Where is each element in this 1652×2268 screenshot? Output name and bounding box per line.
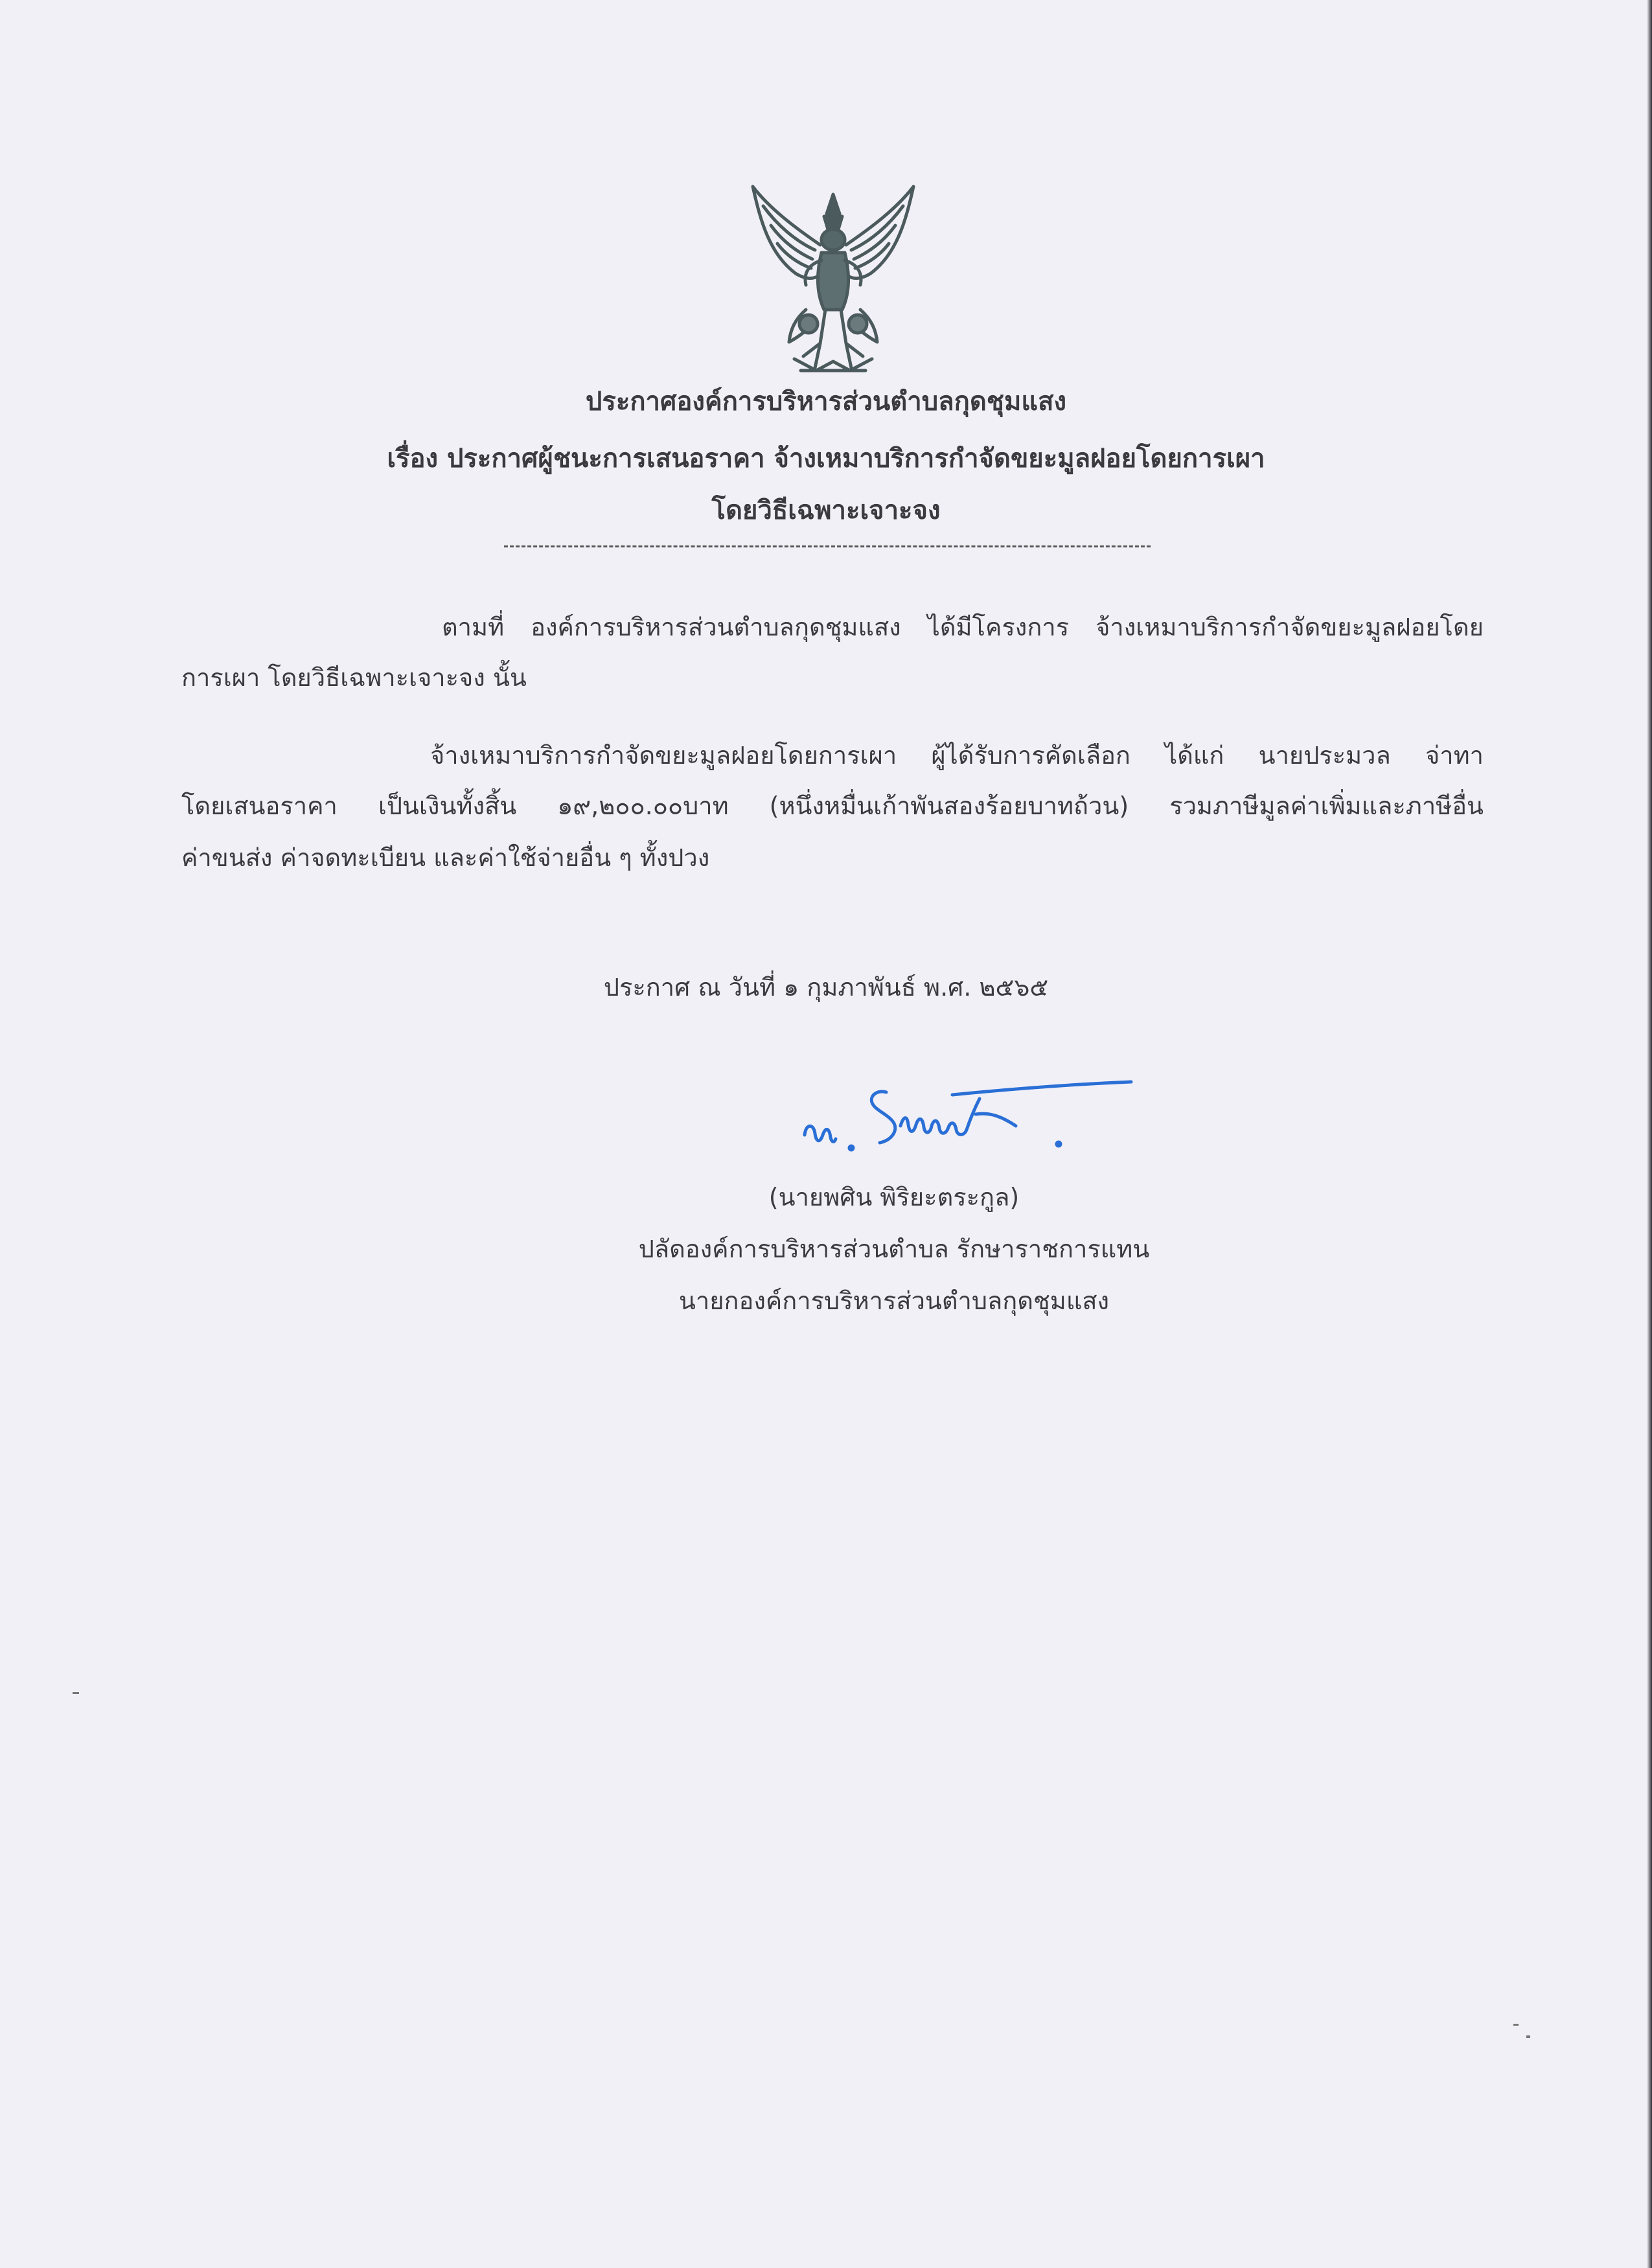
- garuda-emblem-icon: [744, 183, 923, 376]
- signer-position: ปลัดองค์การบริหารส่วนตำบล รักษาราชการแทน: [638, 1235, 1150, 1263]
- handwritten-signature: [797, 1075, 1147, 1160]
- paragraph-2-line-2: โดยเสนอราคา เป็นเงินทั้งสิ้น ๑๙,๒๐๐.๐๐บาท (หนึ่งหมื่นเก้าพันสองร้อยบาทถ้วน) รวมภาษีมูลค่าเพิ่มและภาษีอื่น: [181, 792, 1484, 820]
- paragraph-1-line-2: การเผา โดยวิธีเฉพาะเจาะจง นั้น: [181, 663, 527, 692]
- procurement-method: โดยวิธีเฉพาะเจาะจง: [711, 496, 941, 525]
- paragraph-2-line-1: จ้างเหมาบริการกำจัดขยะมูลฝอยโดยการเผา ผู้ได้รับการคัดเลือก ได้แก่ นายประมวล จ่าทา: [430, 741, 1484, 770]
- announcement-date: ประกาศ ณ วันที่ ๑ กุมภาพันธ์ พ.ศ. ๒๕๖๕: [603, 973, 1049, 1002]
- scan-speck: [1526, 2035, 1530, 2038]
- scan-speck: [1513, 2024, 1519, 2026]
- signer-acting-for: นายกองค์การบริหารส่วนตำบลกุดชุมแสง: [678, 1287, 1110, 1315]
- paragraph-2-line-3: ค่าขนส่ง ค่าจดทะเบียน และค่าใช้จ่ายอื่น ๆ ทั้งปวง: [181, 843, 710, 872]
- paragraph-1-line-1: ตามที่ องค์การบริหารส่วนตำบลกุดชุมแสง ได้มีโครงการ จ้างเหมาบริการกำจัดขยะมูลฝอยโดย: [442, 613, 1484, 641]
- page-edge-shadow: [1647, 0, 1652, 2268]
- dashed-separator: [504, 545, 1151, 547]
- announcement-title: ประกาศองค์การบริหารส่วนตำบลกุดชุมแสง: [585, 387, 1067, 417]
- signer-name: (นายพศิน พิริยะตระกูล): [768, 1183, 1020, 1211]
- announcement-subject: เรื่อง ประกาศผู้ชนะการเสนอราคา จ้างเหมาบริการกำจัดขยะมูลฝอยโดยการเผา: [387, 444, 1265, 474]
- scan-speck: [73, 1692, 79, 1694]
